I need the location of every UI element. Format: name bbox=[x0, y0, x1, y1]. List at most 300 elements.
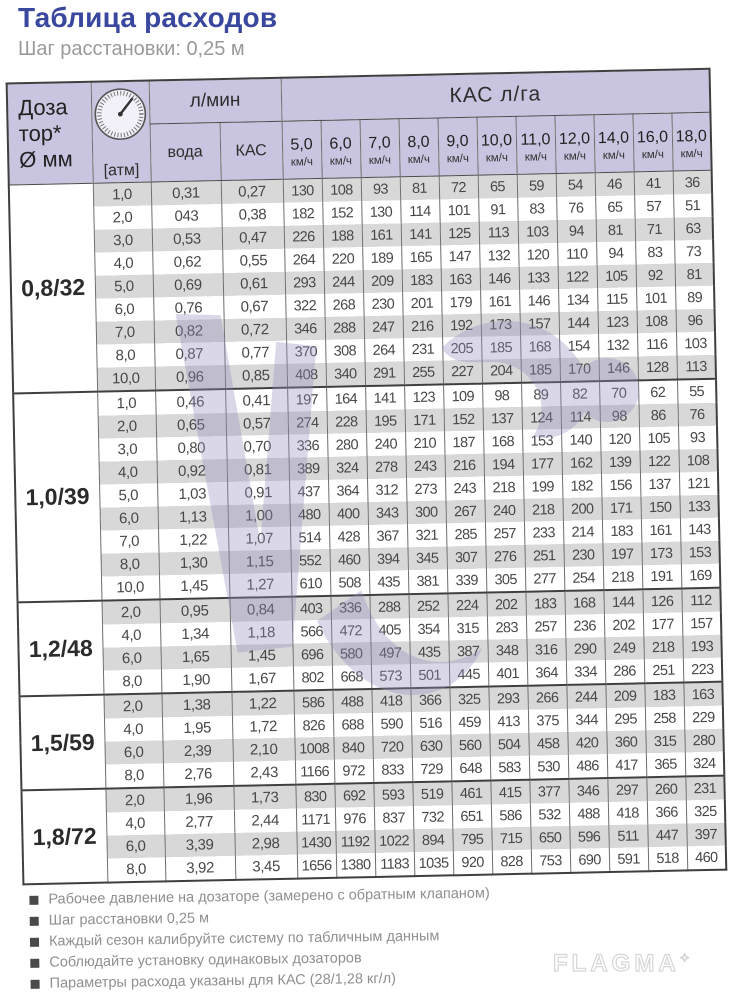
water-cell: 0,82 bbox=[154, 319, 224, 343]
rate-cell: 98 bbox=[600, 404, 639, 428]
rate-cell: 169 bbox=[681, 564, 721, 589]
kas-cell: 0,85 bbox=[225, 364, 288, 389]
rate-cell: 89 bbox=[675, 286, 715, 310]
rate-cell: 108 bbox=[322, 178, 361, 202]
rate-cell: 161 bbox=[641, 519, 680, 543]
speed-header-18-0: 18,0 км/ч bbox=[671, 113, 711, 171]
kas-cell: 0,91 bbox=[227, 481, 289, 505]
rate-cell: 46 bbox=[595, 172, 634, 196]
rate-cell: 150 bbox=[640, 496, 679, 520]
rate-cell: 366 bbox=[410, 687, 449, 712]
atm-cell: 4,0 bbox=[94, 251, 152, 275]
rate-cell: 82 bbox=[560, 381, 599, 406]
kas-cell: 1,27 bbox=[229, 573, 292, 598]
rate-cell: 243 bbox=[406, 454, 445, 478]
rate-cell: 447 bbox=[647, 823, 686, 847]
rate-cell: 70 bbox=[599, 380, 638, 405]
rate-cell: 370 bbox=[286, 340, 325, 364]
rate-cell: 460 bbox=[687, 846, 727, 871]
kas-cell: 1,07 bbox=[228, 527, 290, 551]
rate-cell: 690 bbox=[570, 848, 609, 873]
rate-cell: 1192 bbox=[335, 830, 374, 854]
rate-cell: 461 bbox=[451, 781, 490, 806]
rate-cell: 375 bbox=[528, 709, 567, 733]
rate-cell: 86 bbox=[639, 404, 678, 428]
rate-cell: 191 bbox=[642, 564, 681, 589]
rate-cell: 101 bbox=[439, 199, 478, 223]
rate-cell: 123 bbox=[598, 310, 637, 334]
rate-cell: 348 bbox=[487, 639, 526, 663]
atm-cell: 7,0 bbox=[96, 320, 154, 344]
rate-cell: 164 bbox=[326, 386, 365, 411]
rate-cell: 472 bbox=[331, 619, 370, 643]
kas-cell: 0,27 bbox=[221, 179, 283, 204]
rate-cell: 365 bbox=[646, 752, 685, 777]
bullet-square-icon bbox=[30, 938, 39, 947]
rate-cell: 94 bbox=[557, 219, 596, 243]
rate-cell: 177 bbox=[523, 452, 562, 476]
rate-cell: 130 bbox=[283, 178, 322, 202]
rate-cell: 413 bbox=[489, 710, 528, 734]
rate-cell: 580 bbox=[331, 642, 370, 666]
water-cell: 1,90 bbox=[161, 668, 231, 693]
water-cell: 1,38 bbox=[161, 692, 231, 717]
water-cell: 0,46 bbox=[155, 389, 225, 414]
speed-header-5-0: 5,0 км/ч bbox=[282, 121, 322, 179]
rate-cell: 230 bbox=[363, 292, 402, 316]
rate-cell: 162 bbox=[562, 451, 601, 475]
footnote-text: Соблюдайте установку одинаковых дозаторов bbox=[49, 950, 362, 971]
rate-cell: 140 bbox=[561, 428, 600, 452]
rate-cell: 501 bbox=[410, 663, 449, 688]
rate-cell: 161 bbox=[480, 290, 519, 314]
atm-cell: 5,0 bbox=[95, 274, 153, 298]
rate-cell: 114 bbox=[561, 405, 600, 429]
rate-cell: 81 bbox=[596, 218, 635, 242]
rate-cell: 397 bbox=[686, 823, 726, 847]
rate-cell: 81 bbox=[400, 176, 439, 200]
atm-cell: 4,0 bbox=[104, 717, 162, 741]
kas-cell: 1,45 bbox=[230, 644, 292, 668]
rate-cell: 157 bbox=[520, 312, 559, 336]
rate-cell: 826 bbox=[294, 714, 333, 738]
kas-cell: 0,47 bbox=[222, 226, 284, 250]
rate-cell: 389 bbox=[289, 457, 328, 481]
rate-cell: 828 bbox=[492, 850, 531, 875]
rate-cell: 257 bbox=[526, 615, 565, 639]
atm-cell: 4,0 bbox=[102, 623, 160, 647]
kas-cell: 0,41 bbox=[225, 388, 288, 413]
rate-cell: 346 bbox=[568, 778, 607, 803]
rate-cell: 312 bbox=[367, 478, 406, 502]
rate-cell: 255 bbox=[404, 360, 443, 385]
kas-cell: 0,72 bbox=[224, 318, 286, 342]
rate-cell: 530 bbox=[529, 755, 568, 780]
rate-cell: 76 bbox=[556, 196, 595, 220]
rate-cell: 573 bbox=[371, 664, 410, 689]
kas-cell: 2,10 bbox=[232, 738, 294, 762]
rate-cell: 197 bbox=[287, 387, 326, 412]
rate-cell: 120 bbox=[600, 427, 639, 451]
rate-cell: 334 bbox=[566, 660, 605, 685]
dosator-size-label: 0,8/32 bbox=[9, 183, 97, 393]
rate-cell: 280 bbox=[327, 433, 366, 457]
rate-cell: 240 bbox=[366, 432, 405, 456]
rate-cell: 753 bbox=[531, 849, 570, 874]
footnote-text: Каждый сезон калибруйте систему по табличным данным bbox=[48, 928, 440, 950]
rate-cell: 218 bbox=[523, 498, 562, 522]
rate-cell: 322 bbox=[285, 294, 324, 318]
rate-cell: 152 bbox=[322, 201, 361, 225]
rate-cell: 171 bbox=[601, 496, 640, 520]
rate-cell: 458 bbox=[528, 732, 567, 756]
rate-cell: 202 bbox=[604, 613, 643, 637]
rate-cell: 216 bbox=[445, 454, 484, 478]
water-cell: 1,30 bbox=[159, 551, 229, 575]
rate-cell: 195 bbox=[366, 409, 405, 433]
kas-cell: 2,43 bbox=[233, 761, 296, 786]
rate-cell: 229 bbox=[684, 706, 724, 730]
rate-cell: 132 bbox=[479, 244, 518, 268]
rate-cell: 114 bbox=[400, 199, 439, 223]
rate-cell: 73 bbox=[674, 240, 714, 264]
rate-cell: 497 bbox=[370, 641, 409, 665]
rate-cell: 1022 bbox=[374, 829, 413, 853]
rate-cell: 244 bbox=[566, 684, 605, 709]
atm-cell: 8,0 bbox=[96, 343, 154, 367]
atm-cell: 10,0 bbox=[101, 575, 159, 600]
dosator-size-label: 1,0/39 bbox=[13, 392, 101, 603]
water-cell: 0,95 bbox=[159, 598, 229, 623]
rate-cell: 285 bbox=[446, 523, 485, 547]
rate-cell: 274 bbox=[288, 411, 327, 435]
rate-cell: 109 bbox=[443, 384, 482, 409]
footnote-text: Рабочее давление на дозаторе (замерено с обратным клапаном) bbox=[48, 885, 490, 908]
dosator-column-header: Доза тор* Ø мм bbox=[7, 82, 93, 185]
rate-cell: 141 bbox=[401, 222, 440, 246]
rate-cell: 177 bbox=[643, 612, 682, 636]
rate-cell: 288 bbox=[325, 316, 364, 340]
rate-cell: 171 bbox=[405, 408, 444, 432]
rate-cell: 113 bbox=[677, 355, 717, 380]
rate-cell: 139 bbox=[601, 450, 640, 474]
rate-cell: 418 bbox=[371, 688, 410, 713]
rate-cell: 132 bbox=[598, 333, 637, 357]
rate-cell: 91 bbox=[478, 198, 517, 222]
atm-cell: 7,0 bbox=[100, 529, 158, 553]
rate-cell: 976 bbox=[335, 807, 374, 831]
rate-cell: 283 bbox=[487, 616, 526, 640]
kas-cell: 0,61 bbox=[223, 272, 285, 296]
rate-cell: 163 bbox=[683, 682, 723, 707]
rate-cell: 336 bbox=[330, 595, 369, 620]
rate-cell: 381 bbox=[408, 569, 447, 594]
rate-cell: 345 bbox=[407, 546, 446, 570]
atm-cell: 3,0 bbox=[98, 437, 156, 461]
rate-cell: 1430 bbox=[296, 831, 335, 855]
water-cell: 1,22 bbox=[158, 528, 228, 552]
dosator-size-label: 1,5/59 bbox=[19, 695, 105, 791]
rate-cell: 729 bbox=[412, 757, 451, 782]
rate-cell: 185 bbox=[521, 358, 560, 383]
rate-cell: 122 bbox=[558, 265, 597, 289]
rate-cell: 130 bbox=[361, 200, 400, 224]
rate-cell: 103 bbox=[676, 332, 716, 356]
rate-cell: 316 bbox=[526, 638, 565, 662]
rate-cell: 305 bbox=[486, 568, 525, 593]
atm-cell: 1,0 bbox=[93, 182, 151, 207]
rate-cell: 273 bbox=[406, 477, 445, 501]
rate-cell: 83 bbox=[635, 241, 674, 265]
rate-cell: 688 bbox=[333, 713, 372, 737]
rate-cell: 264 bbox=[364, 338, 403, 362]
rate-cell: 113 bbox=[479, 221, 518, 245]
rate-cell: 400 bbox=[329, 502, 368, 526]
water-cell: 1,34 bbox=[160, 622, 230, 646]
rate-cell: 344 bbox=[567, 708, 606, 732]
kas-cell: 1,22 bbox=[231, 691, 294, 716]
rate-cell: 187 bbox=[444, 431, 483, 455]
water-cell: 1,96 bbox=[163, 786, 233, 811]
rate-cell: 108 bbox=[637, 310, 676, 334]
rate-cell: 300 bbox=[407, 500, 446, 524]
rate-cell: 1380 bbox=[336, 853, 375, 878]
rate-cell: 1008 bbox=[294, 737, 333, 761]
rate-cell: 252 bbox=[408, 593, 447, 618]
rate-cell: 154 bbox=[559, 334, 598, 358]
dosator-size-label: 1,8/72 bbox=[21, 789, 107, 885]
rate-cell: 108 bbox=[678, 449, 718, 473]
kas-column-header: КАС bbox=[220, 122, 283, 181]
rate-cell: 163 bbox=[441, 268, 480, 292]
footnote-text: Параметры расхода указаны для КАС (28/1,28 кг/л) bbox=[49, 970, 397, 992]
rate-cell: 183 bbox=[602, 519, 641, 543]
rate-cell: 227 bbox=[443, 360, 482, 385]
speed-header-9-0: 9,0 км/ч bbox=[438, 118, 478, 176]
rate-cell: 41 bbox=[634, 171, 673, 195]
rate-cell: 244 bbox=[324, 270, 363, 294]
rate-cell: 290 bbox=[565, 637, 604, 661]
rate-cell: 696 bbox=[292, 643, 331, 667]
rate-cell: 226 bbox=[284, 225, 323, 249]
water-cell: 0,80 bbox=[156, 436, 226, 460]
rate-cell: 59 bbox=[517, 174, 556, 198]
rate-cell: 366 bbox=[647, 800, 686, 824]
water-cell: 0,65 bbox=[156, 413, 226, 437]
rate-cell: 837 bbox=[374, 806, 413, 830]
rate-cell: 101 bbox=[636, 287, 675, 311]
rate-cell: 583 bbox=[490, 756, 529, 781]
water-cell: 0,31 bbox=[151, 181, 221, 206]
rate-cell: 336 bbox=[288, 434, 327, 458]
rate-cell: 233 bbox=[524, 521, 563, 545]
rate-cell: 552 bbox=[290, 549, 329, 573]
rate-cell: 123 bbox=[404, 384, 443, 409]
atm-cell: 2,0 bbox=[93, 206, 151, 230]
water-column-header: вода bbox=[150, 123, 221, 182]
rate-cell: 415 bbox=[490, 780, 529, 805]
rate-cell: 435 bbox=[369, 570, 408, 595]
water-cell: 1,13 bbox=[158, 505, 228, 529]
footnotes bbox=[29, 882, 590, 995]
rate-cell: 133 bbox=[679, 495, 719, 519]
rate-cell: 83 bbox=[517, 197, 556, 221]
rate-cell: 228 bbox=[327, 410, 366, 434]
kas-cell: 1,15 bbox=[228, 550, 290, 574]
rate-cell: 387 bbox=[448, 640, 487, 664]
rate-cell: 251 bbox=[644, 658, 683, 683]
rate-cell: 173 bbox=[481, 313, 520, 337]
rate-cell: 144 bbox=[559, 311, 598, 335]
page-title: Таблица расходов bbox=[18, 2, 278, 33]
rate-cell: 408 bbox=[287, 363, 326, 388]
rate-cell: 218 bbox=[484, 476, 523, 500]
rate-cell: 216 bbox=[403, 314, 442, 338]
atm-cell: 10,0 bbox=[97, 366, 155, 391]
rate-cell: 72 bbox=[439, 175, 478, 199]
rate-cell: 267 bbox=[446, 500, 485, 524]
water-cell: 1,03 bbox=[157, 482, 227, 506]
water-cell: 0,96 bbox=[155, 365, 225, 390]
rate-cell: 591 bbox=[609, 847, 648, 872]
rate-cell: 295 bbox=[606, 707, 645, 731]
water-cell: 2,39 bbox=[162, 739, 232, 763]
water-cell: 0,87 bbox=[154, 342, 224, 366]
rate-cell: 254 bbox=[564, 566, 603, 591]
rate-cell: 340 bbox=[326, 362, 365, 387]
rate-cell: 161 bbox=[362, 223, 401, 247]
water-cell: 1,95 bbox=[162, 716, 232, 740]
rate-cell: 715 bbox=[491, 827, 530, 851]
rate-cell: 121 bbox=[679, 472, 719, 496]
flagma-logo: FLAGMA✦ bbox=[553, 950, 690, 977]
speed-header-10-0: 10,0 км/ч bbox=[476, 117, 516, 175]
atm-cell: 8,0 bbox=[103, 669, 161, 694]
rate-cell: 182 bbox=[562, 474, 601, 498]
rate-cell: 420 bbox=[567, 731, 606, 755]
rate-cell: 71 bbox=[635, 218, 674, 242]
rate-cell: 596 bbox=[569, 825, 608, 849]
rate-cell: 367 bbox=[368, 524, 407, 548]
rate-cell: 325 bbox=[449, 687, 488, 712]
rate-cell: 437 bbox=[289, 480, 328, 504]
kas-per-ha-header: КАС л/га bbox=[281, 69, 711, 122]
rate-cell: 57 bbox=[634, 195, 673, 219]
rate-cell: 360 bbox=[606, 730, 645, 754]
rate-cell: 247 bbox=[364, 315, 403, 339]
atm-cell: 2,0 bbox=[102, 599, 160, 624]
atm-cell: 6,0 bbox=[95, 297, 153, 321]
rate-cell: 488 bbox=[569, 802, 608, 826]
water-cell: 1,65 bbox=[160, 645, 230, 669]
atm-cell: 4,0 bbox=[99, 460, 157, 484]
atm-cell: 4,0 bbox=[106, 811, 164, 835]
speed-header-16-0: 16,0 км/ч bbox=[632, 114, 672, 172]
rate-cell: 364 bbox=[328, 479, 367, 503]
rate-cell: 586 bbox=[293, 690, 332, 715]
rate-cell: 93 bbox=[361, 177, 400, 201]
rate-cell: 593 bbox=[373, 782, 412, 807]
rate-cell: 116 bbox=[637, 333, 676, 357]
rate-cell: 201 bbox=[402, 291, 441, 315]
rate-cell: 197 bbox=[602, 542, 641, 566]
rate-cell: 96 bbox=[676, 309, 716, 333]
rate-cell: 105 bbox=[597, 264, 636, 288]
kas-cell: 0,77 bbox=[224, 341, 286, 365]
rate-cell: 144 bbox=[603, 589, 642, 614]
rate-cell: 802 bbox=[293, 666, 332, 691]
rate-cell: 315 bbox=[645, 729, 684, 753]
rate-cell: 268 bbox=[324, 293, 363, 317]
rate-cell: 324 bbox=[328, 456, 367, 480]
water-cell: 0,69 bbox=[153, 273, 223, 297]
flow-rate-table bbox=[6, 68, 730, 886]
rate-cell: 692 bbox=[334, 783, 373, 808]
water-cell: 3,39 bbox=[164, 833, 234, 857]
rate-cell: 54 bbox=[556, 173, 595, 197]
rate-cell: 286 bbox=[605, 659, 644, 684]
rate-cell: 214 bbox=[563, 520, 602, 544]
rate-cell: 278 bbox=[367, 455, 406, 479]
rate-cell: 504 bbox=[489, 733, 528, 757]
rate-cell: 1166 bbox=[295, 760, 334, 785]
speed-header-8-0: 8,0 км/ч bbox=[399, 118, 439, 176]
rate-cell: 224 bbox=[447, 593, 486, 618]
rate-cell: 147 bbox=[440, 245, 479, 269]
rate-cell: 157 bbox=[682, 612, 722, 636]
rate-cell: 65 bbox=[478, 174, 517, 198]
pressure-gauge-icon bbox=[92, 86, 149, 148]
water-cell: 2,77 bbox=[164, 810, 234, 834]
atm-unit-label: [атм] bbox=[103, 161, 140, 180]
rate-cell: 460 bbox=[329, 548, 368, 572]
rate-cell: 264 bbox=[284, 248, 323, 272]
rate-cell: 830 bbox=[295, 784, 334, 809]
rate-cell: 55 bbox=[677, 379, 717, 404]
rate-cell: 394 bbox=[368, 547, 407, 571]
rate-cell: 459 bbox=[450, 711, 489, 735]
page-subtitle: Шаг расстановки: 0,25 м bbox=[18, 38, 245, 60]
rate-cell: 445 bbox=[449, 663, 488, 688]
atm-cell: 5,0 bbox=[99, 483, 157, 507]
water-cell: 0,62 bbox=[152, 250, 222, 274]
rate-cell: 153 bbox=[680, 541, 720, 565]
rate-cell: 364 bbox=[527, 661, 566, 686]
kas-cell: 1,72 bbox=[232, 715, 294, 739]
bullet-square-icon bbox=[30, 917, 39, 926]
rate-cell: 560 bbox=[450, 734, 489, 758]
rate-cell: 183 bbox=[644, 682, 683, 707]
rate-cell: 183 bbox=[402, 268, 441, 292]
rate-cell: 586 bbox=[491, 804, 530, 828]
rate-cell: 124 bbox=[522, 406, 561, 430]
water-cell: 043 bbox=[151, 204, 221, 228]
kas-cell: 0,81 bbox=[227, 458, 289, 482]
rate-cell: 202 bbox=[486, 592, 525, 617]
atm-cell: 8,0 bbox=[107, 857, 165, 882]
rate-cell: 62 bbox=[638, 380, 677, 405]
rate-cell: 153 bbox=[522, 429, 561, 453]
rate-cell: 110 bbox=[557, 242, 596, 266]
kas-cell: 2,98 bbox=[234, 832, 296, 856]
atm-cell: 2,0 bbox=[98, 414, 156, 438]
rate-cell: 651 bbox=[452, 805, 491, 829]
rate-cell: 516 bbox=[411, 711, 450, 735]
kas-cell: 0,67 bbox=[223, 295, 285, 319]
rate-cell: 200 bbox=[562, 497, 601, 521]
rate-cell: 168 bbox=[564, 590, 603, 615]
rate-cell: 293 bbox=[285, 271, 324, 295]
